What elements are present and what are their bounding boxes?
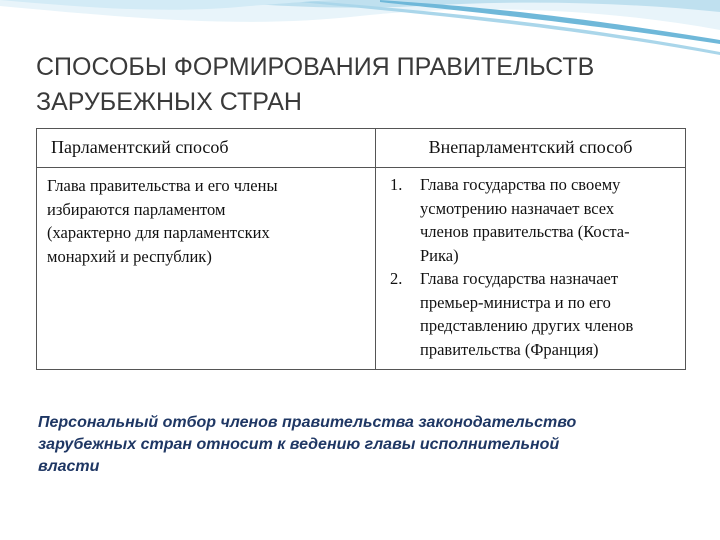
list-item-line: представлению других членов	[420, 316, 634, 335]
cell-extra-parliamentary	[376, 168, 686, 370]
cell-line: избираются парламентом	[47, 199, 226, 219]
footnote-line: власти	[38, 458, 100, 475]
list-item-line: правительства (Франция)	[420, 339, 599, 359]
header-extra-parliamentary: Внепарламентский способ	[376, 129, 686, 168]
list-item-line: усмотрению назначает всех	[420, 198, 615, 218]
list-item	[390, 267, 677, 361]
list-item-line: Глава государства назначает	[420, 269, 619, 288]
table-row	[37, 168, 686, 370]
cell-line: монархий и республик)	[47, 246, 212, 266]
page-title	[36, 50, 696, 120]
list-item	[390, 173, 677, 267]
methods-table	[36, 128, 686, 370]
footnote-line: зарубежных стран относит к ведению главы исполнительной	[38, 436, 560, 453]
list-item-line: Рика)	[420, 245, 459, 265]
header-parliamentary: Парламентский способ	[37, 129, 376, 168]
footnote	[38, 412, 698, 478]
cell-line: (характерно для парламентских	[47, 223, 270, 242]
list-item-line: членов правительства (Коста-	[420, 222, 630, 241]
list-item-line: премьер-министра и по его	[420, 292, 611, 312]
page-title-line-2: ЗАРУБЕЖНЫХ СТРАН	[36, 88, 302, 116]
page-title-line-1: СПОСОБЫ ФОРМИРОВАНИЯ ПРАВИТЕЛЬСТВ	[36, 53, 595, 81]
footnote-line: Персональный отбор членов правительства законодательство	[38, 414, 577, 431]
table-header-row	[37, 129, 686, 168]
list-item-text	[420, 173, 630, 267]
list-item-number: 2.	[390, 269, 403, 288]
list-item-line: Глава государства по своему	[420, 175, 621, 194]
list-item-text	[420, 267, 633, 361]
cell-parliamentary	[37, 168, 376, 370]
list-item-number: 1.	[390, 175, 403, 194]
cell-line: Глава правительства и его члены	[47, 176, 278, 195]
